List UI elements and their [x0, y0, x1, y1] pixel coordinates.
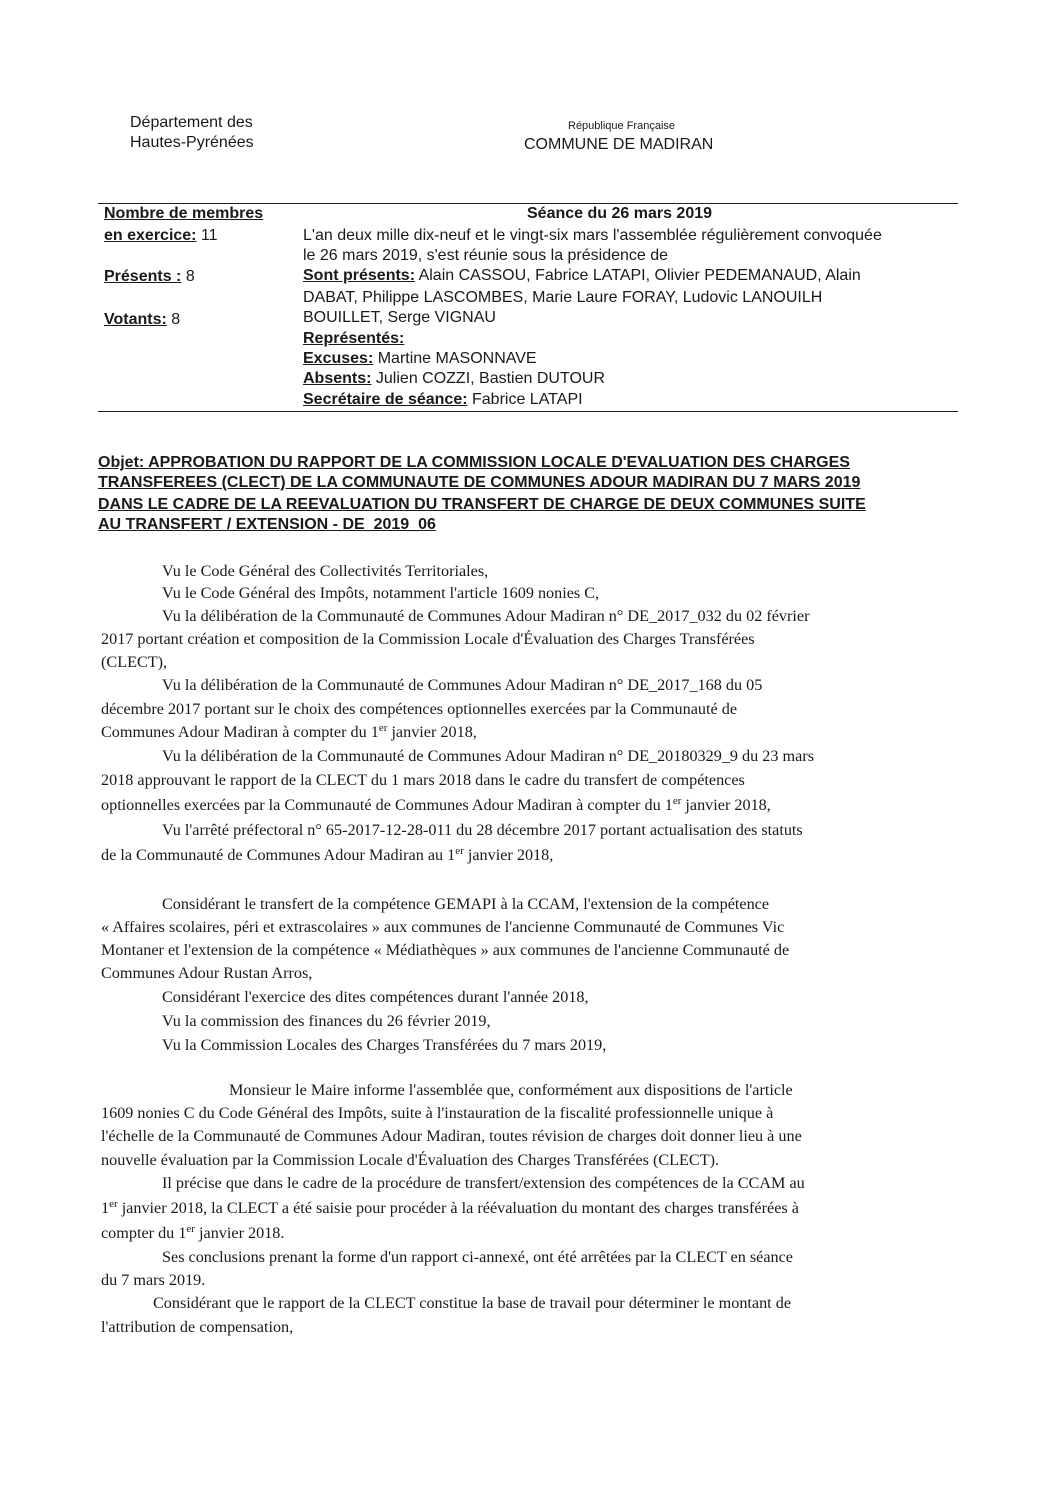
body-text: janvier 2018, — [463, 846, 554, 864]
present-members-line-2: DABAT, Philippe LASCOMBES, Marie Laure FORAY, Ludovic LANOUILH — [303, 289, 823, 306]
body-line: Vu le Code Général des Collectivités Territoriales, — [162, 562, 489, 580]
excused-line — [303, 350, 537, 368]
body-line: Il précise que dans le cadre de la procédure de transfert/extension des compétences de la CCAM au — [162, 1174, 805, 1192]
body-line: Vu l'arrêté préfectoral n° 65-2017-12-28-011 du 28 décembre 2017 portant actualisation des statuts — [162, 821, 803, 839]
secretary-value: Fabrice LATAPI — [472, 391, 583, 408]
body-line: Vu la commission des finances du 26 février 2019, — [162, 1012, 491, 1030]
body-line: décembre 2017 portant sur le choix des compétences optionnelles exercées par la Communauté de — [101, 700, 738, 718]
body-line: 2017 portant création et composition de la Commission Locale d'Évaluation des Charges Transférées — [101, 630, 755, 648]
body-text: de la Communauté de Communes Adour Madiran au 1 — [101, 846, 456, 864]
body-line: Vu la délibération de la Communauté de Communes Adour Madiran n° DE_2017_032 du 02 février — [162, 607, 810, 625]
present-members-label: Sont présents: — [303, 267, 416, 284]
voters-label: Votants: — [104, 311, 167, 328]
excused-value: Martine MASONNAVE — [377, 350, 537, 367]
body-text: optionnelles exercées par la Communauté de Communes Adour Madiran à compter du 1 — [101, 796, 673, 814]
body-line: 1609 nonies C du Code Général des Impôts, suite à l'instauration de la fiscalité professionnelle unique à — [101, 1104, 774, 1122]
session-intro-2: le 26 mars 2019, s'est réunie sous la présidence de — [303, 247, 669, 264]
body-line: nouvelle évaluation par la Commission Locale d'Évaluation des Charges Transférées (CLECT). — [101, 1151, 720, 1169]
body-line — [101, 723, 477, 742]
body-line — [101, 1224, 284, 1243]
body-line: « Affaires scolaires, péri et extrascolaires » aux communes de l'ancienne Communauté de Communes Vic — [101, 918, 785, 936]
body-line — [101, 796, 771, 815]
body-sup: er — [186, 1223, 195, 1235]
body-text: Communes Adour Madiran à compter du 1 — [101, 723, 379, 741]
body-line: Vu la délibération de la Communauté de Communes Adour Madiran n° DE_2017_168 du 05 — [162, 676, 763, 694]
members-voters — [104, 311, 180, 329]
body-sup: er — [378, 722, 388, 734]
body-text: janvier 2018, la CLECT a été saisie pour procéder à la réévaluation du montant des charges transférées à — [117, 1199, 799, 1217]
body-sup: er — [672, 795, 682, 807]
object-line-4: AU TRANSFERT / EXTENSION - DE_2019_06 — [98, 516, 436, 533]
in-office-value: 11 — [200, 227, 218, 244]
body-text: 1 — [101, 1199, 110, 1217]
body-line: 2018 approuvant le rapport de la CLECT du 1 mars 2018 dans le cadre du transfert de compétences — [101, 771, 745, 789]
table-top-rule — [98, 203, 958, 204]
session-title: Séance du 26 mars 2019 — [527, 205, 713, 222]
body-line: Considérant que le rapport de la CLECT constitue la base de travail pour déterminer le montant de — [153, 1294, 792, 1312]
commune-name: COMMUNE DE MADIRAN — [524, 136, 714, 153]
object-line-1: Objet: APPROBATION DU RAPPORT DE LA COMMISSION LOCALE D'EVALUATION DES CHARGES — [98, 454, 850, 471]
body-text: janvier 2018. — [194, 1224, 285, 1242]
secretary-line — [303, 391, 583, 409]
present-members-1: Alain CASSOU, Fabrice LATAPI, Olivier PEDEMANAUD, Alain — [418, 267, 861, 284]
body-line: Monsieur le Maire informe l'assemblée que, conformément aux dispositions de l'article — [229, 1081, 793, 1099]
secretary-label: Secrétaire de séance: — [303, 391, 468, 408]
body-line: l'attribution de compensation, — [101, 1318, 294, 1336]
body-line: Vu la délibération de la Communauté de Communes Adour Madiran n° DE_20180329_9 du 23 mars — [162, 747, 814, 765]
body-line: Ses conclusions prenant la forme d'un rapport ci-annexé, ont été arrêtées par la CLECT en séance — [162, 1248, 793, 1266]
body-line — [101, 1199, 799, 1218]
absent-value: Julien COZZI, Bastien DUTOUR — [375, 370, 605, 387]
body-line: (CLECT), — [101, 653, 168, 671]
body-line: du 7 mars 2019. — [101, 1271, 206, 1289]
members-title: Nombre de membres — [104, 205, 264, 222]
in-office-label: en exercice: — [104, 227, 197, 244]
session-intro-1: L'an deux mille dix-neuf et le vingt-six mars l'assemblée régulièrement convoquée — [303, 227, 882, 244]
body-sup: er — [455, 845, 464, 857]
body-sup: er — [109, 1198, 118, 1210]
body-text: janvier 2018, — [387, 723, 477, 741]
body-text: compter du 1 — [101, 1224, 187, 1242]
department-name — [130, 113, 254, 153]
body-line: l'échelle de la Communauté de Communes Adour Madiran, toutes révision de charges doit donner lieu à une — [101, 1127, 802, 1145]
present-members-line-3: BOUILLET, Serge VIGNAU — [303, 309, 496, 326]
object-line-2: TRANSFEREES (CLECT) DE LA COMMUNAUTE DE COMMUNES ADOUR MADIRAN DU 7 MARS 2019 — [98, 474, 861, 491]
members-in-office — [104, 227, 218, 245]
republic-label: République Française — [568, 120, 676, 132]
body-line: Vu la Commission Locales des Charges Transférées du 7 mars 2019, — [162, 1036, 607, 1054]
present-value: 8 — [185, 268, 195, 285]
body-line: Montaner et l'extension de la compétence « Médiathèques » aux communes de l'ancienne Communauté de — [101, 941, 790, 959]
voters-value: 8 — [171, 311, 181, 328]
members-present — [104, 268, 195, 286]
absent-line — [303, 370, 605, 388]
body-line: Vu le Code Général des Impôts, notamment l'article 1609 nonies C, — [162, 584, 600, 602]
body-line: Considérant l'exercice des dites compétences durant l'année 2018, — [162, 988, 589, 1006]
body-line — [101, 846, 553, 865]
present-members-line-1 — [303, 267, 861, 285]
department-line-1: Département des — [130, 114, 253, 131]
represented-label: Représentés: — [303, 330, 405, 347]
excused-label: Excuses: — [303, 350, 374, 367]
body-line: Communes Adour Rustan Arros, — [101, 964, 313, 982]
object-line-3: DANS LE CADRE DE LA REEVALUATION DU TRANSFERT DE CHARGE DE DEUX COMMUNES SUITE — [98, 496, 866, 513]
absent-label: Absents: — [303, 370, 372, 387]
department-line-2: Hautes-Pyrénées — [130, 134, 254, 151]
body-text: janvier 2018, — [681, 796, 771, 814]
present-label: Présents : — [104, 268, 182, 285]
table-bottom-rule — [98, 411, 958, 412]
body-line: Considérant le transfert de la compétence GEMAPI à la CCAM, l'extension de la compétence — [162, 895, 770, 913]
